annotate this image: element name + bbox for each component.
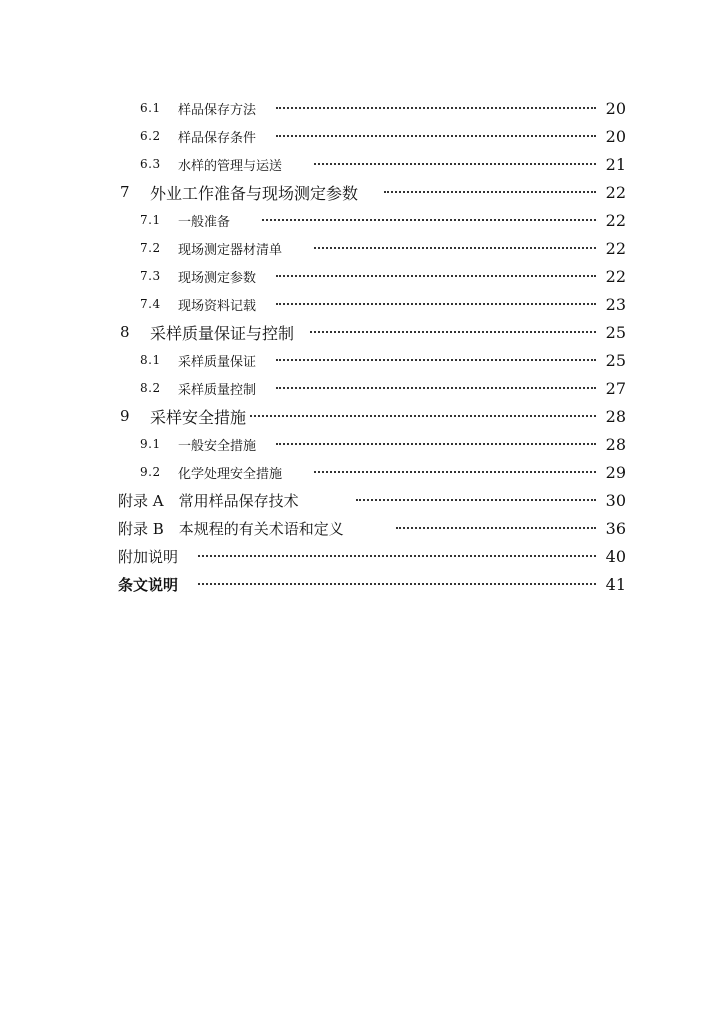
toc-entry-page: 23	[605, 294, 626, 314]
toc-leader-dots	[314, 458, 596, 486]
toc-entry-number: 8.1	[140, 353, 161, 367]
toc-entry-title: 样品保存方法	[178, 102, 257, 118]
toc-chapter-title: 采样安全措施	[150, 407, 247, 427]
toc-entry-page: 25	[605, 350, 626, 370]
toc-entry-page: 21	[605, 154, 626, 174]
toc-entry-page: 22	[605, 238, 626, 258]
toc-appendix-title: 附加说明	[118, 547, 179, 566]
toc-entry-title: 水样的管理与运送	[178, 158, 283, 174]
toc-entry-title: 现场资料记载	[178, 298, 257, 314]
toc-entry-title: 采样质量控制	[178, 382, 257, 398]
toc-entry-page: 22	[605, 266, 626, 286]
toc-entry-title: 现场测定器材清单	[178, 242, 283, 258]
toc-entry-number: 7.2	[140, 241, 161, 255]
toc-entry-page: 41	[605, 574, 626, 594]
toc-entry-number: 7.3	[140, 269, 161, 283]
toc-entry-number: 9.2	[140, 465, 161, 479]
toc-chapter-number: 8	[120, 323, 130, 341]
toc-leader-dots	[310, 318, 596, 346]
toc-entry-number: 7.1	[140, 213, 161, 227]
toc-entry-title: 采样质量保证	[178, 354, 257, 370]
toc-leader-dots	[356, 486, 596, 514]
toc-entry-title: 现场测定参数	[178, 270, 257, 286]
toc-leader-dots	[276, 94, 596, 122]
toc-chapter-title: 外业工作准备与现场测定参数	[150, 183, 359, 203]
toc-entry-title: 一般安全措施	[178, 438, 257, 454]
toc-entry-page: 22	[605, 210, 626, 230]
toc-leader-dots	[276, 374, 596, 402]
toc-entry-page: 20	[605, 126, 626, 146]
toc-leader-dots	[198, 542, 596, 570]
toc-entry-number: 9.1	[140, 437, 161, 451]
toc-entry-page: 30	[605, 490, 626, 510]
toc-entry-page: 29	[605, 462, 626, 482]
toc-entry-page: 40	[605, 546, 626, 566]
toc-entry-page: 22	[605, 182, 626, 202]
toc-entry-page: 27	[605, 378, 626, 398]
toc-entry-title: 样品保存条件	[178, 130, 257, 146]
toc-leader-dots	[276, 122, 596, 150]
toc-entry-number: 6.2	[140, 129, 161, 143]
toc-entry-page: 25	[605, 322, 626, 342]
toc-entry-number: 7.4	[140, 297, 161, 311]
toc-leader-dots	[384, 178, 596, 206]
toc-entry-page: 28	[605, 406, 626, 426]
toc-chapter-number: 9	[120, 407, 130, 425]
toc-leader-dots	[276, 430, 596, 458]
toc-leader-dots	[314, 150, 596, 178]
toc-chapter-title: 采样质量保证与控制	[150, 323, 295, 343]
toc-leader-dots	[250, 402, 596, 430]
toc-entry-title: 化学处理安全措施	[178, 466, 283, 482]
toc-leader-dots	[198, 570, 596, 598]
toc-entry-page: 20	[605, 98, 626, 118]
toc-entry-number: 6.1	[140, 101, 161, 115]
toc-entry-page: 36	[605, 518, 626, 538]
toc-leader-dots	[276, 262, 596, 290]
toc-appendix-title: 附录 B 本规程的有关术语和定义	[118, 519, 344, 538]
toc-leader-dots	[276, 346, 596, 374]
toc-leader-dots	[276, 290, 596, 318]
toc-appendix-title: 条文说明	[118, 575, 179, 594]
toc-entry-number: 6.3	[140, 157, 161, 171]
toc-entry-title: 一般准备	[178, 214, 231, 230]
toc-leader-dots	[314, 234, 596, 262]
toc-chapter-number: 7	[120, 183, 130, 201]
toc-leader-dots	[396, 514, 596, 542]
toc-entry-number: 8.2	[140, 381, 161, 395]
toc-entry-page: 28	[605, 434, 626, 454]
toc-leader-dots	[262, 206, 596, 234]
toc-appendix-title: 附录 A 常用样品保存技术	[118, 491, 299, 510]
